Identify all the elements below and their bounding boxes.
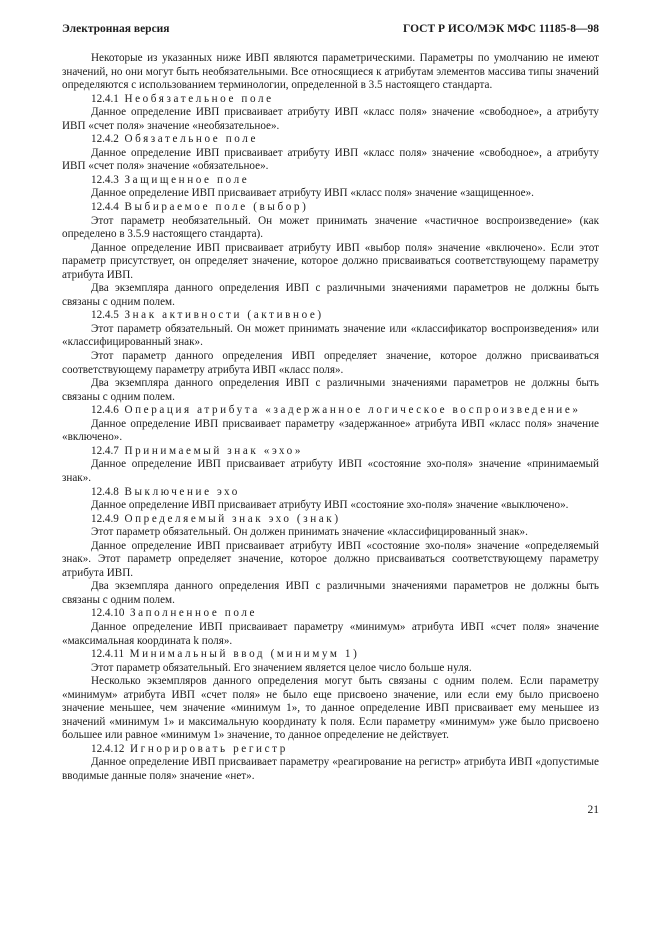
section-heading xyxy=(62,648,599,662)
section-heading xyxy=(62,607,599,621)
section-number: 12.4.9 xyxy=(91,512,119,525)
section-paragraph: Данное определение ИВП присваивает параметру «минимум» атрибута ИВП «счет поля» значение «максимальная координата k поля». xyxy=(62,620,599,647)
section-title: Знак активности (активное) xyxy=(124,309,324,322)
section-title: Определяемый знак эхо (знак) xyxy=(124,512,341,525)
section-paragraph: Данное определение ИВП присваивает атрибуту ИВП «класс поля» значение «свободное», а атрибуту ИВП «счет поля» значение «обязательное». xyxy=(62,146,599,173)
section-paragraph: Этот параметр обязательный. Он должен принимать значение «классифицированный знак». xyxy=(91,526,528,539)
document-body xyxy=(62,52,599,784)
section-number: 12.4.6 xyxy=(91,404,119,417)
section-number: 12.4.4 xyxy=(91,201,119,214)
section-number: 12.4.12 xyxy=(91,742,125,755)
section-paragraph: Данное определение ИВП присваивает атрибуту ИВП «выбор поля» значение «включено». Если этот параметр присутствует, он определяет значение, которое должно присваиваться соответствующему параметру атрибута ИВП. xyxy=(62,241,599,281)
section-title: Заполненное поле xyxy=(130,607,258,620)
section-heading xyxy=(62,743,599,757)
section-heading xyxy=(62,445,599,459)
section-paragraph: Этот параметр обязательный. Он может принимать значение или «классификатор воспроизведения» или «классифицированный знак». xyxy=(62,322,599,349)
section-title: Операция атрибута «задержанное логическое воспроизведение» xyxy=(124,404,581,417)
section-heading xyxy=(62,174,599,188)
section-paragraph: Этот параметр необязательный. Он может принимать значение «частичное воспроизведение» (как определено в 3.5.9 настоящего стандарта). xyxy=(62,214,599,241)
section-title: Принимаемый знак «эхо» xyxy=(124,444,303,457)
section-title: Минимальный ввод (минимум 1) xyxy=(129,648,360,661)
section-paragraph: Этот параметр данного определения ИВП определяет значение, которое должно присваиваться соответствующему параметру атрибута ИВП «класс поля». xyxy=(62,350,599,376)
section-number: 12.4.11 xyxy=(91,648,125,661)
section-title: Выключение эхо xyxy=(124,485,240,498)
section-paragraph: Данное определение ИВП присваивает атрибуту ИВП «класс поля» значение «защищенное». xyxy=(91,187,534,200)
section-title: Обязательное поле xyxy=(124,133,258,146)
section-number: 12.4.1 xyxy=(91,92,119,105)
section-paragraph: Данное определение ИВП присваивает параметру «задержанное» атрибута ИВП «класс поля» значение «включено». xyxy=(62,417,599,444)
section-number: 12.4.5 xyxy=(91,309,119,322)
section-paragraph: Этот параметр обязательный. Его значением является целое число больше нуля. xyxy=(91,661,472,674)
section-number: 12.4.10 xyxy=(91,607,125,620)
section-heading xyxy=(62,93,599,107)
section-number: 12.4.7 xyxy=(91,444,119,457)
section-number: 12.4.3 xyxy=(91,173,119,186)
section-paragraph: Данное определение ИВП присваивает атрибуту ИВП «класс поля» значение «свободное», а атрибуту ИВП «счет поля» значение «необязательное». xyxy=(62,106,599,132)
section-heading xyxy=(62,404,599,418)
section-title: Защищенное поле xyxy=(124,173,250,186)
section-heading xyxy=(62,133,599,147)
section-heading xyxy=(62,309,599,323)
section-heading xyxy=(62,486,599,500)
section-title: Игнорировать регистр xyxy=(130,742,288,755)
section-paragraph: Данное определение ИВП присваивает атрибуту ИВП «состояние эхо-поля» значение «выключено». xyxy=(91,499,569,512)
section-heading xyxy=(62,201,599,215)
section-paragraph: Несколько экземпляров данного определения могут быть связаны с одним полем. Если параметру «минимум» атрибута ИВП «счет поля» не было еще присвоено значение, или если ему было присвоено значение меньшее, чем значение «минимум 1», то данное определение ИВП присваивает ему меньшее из значений «минимум 1» и максимальную координату k поля. Если параметру «минимум» уже было присвоено большее или равное «минимум 1» значение, то данное определение не действует. xyxy=(62,675,599,742)
intro-paragraph: Некоторые из указанных ниже ИВП являются параметрическими. Параметры по умолчанию не имеют значений, но они могут быть необязательными. Все относящиеся к атрибутам элементов массива типы значений определяются с использованием терминологии, определенной в 3.5 настоящего стандарта. xyxy=(62,52,599,92)
section-paragraph: Данное определение ИВП присваивает атрибуту ИВП «состояние эхо-поля» значение «определяемый знак». Этот параметр определяет значение, которое должно присваиваться соответствующему параметру атрибута ИВП. xyxy=(62,539,599,579)
section-paragraph: Два экземпляра данного определения ИВП с различными значениями параметров не должны быть связаны с одним полем. xyxy=(62,580,599,606)
section-paragraph: Два экземпляра данного определения ИВП с различными значениями параметров не должны быть связаны с одним полем. xyxy=(62,282,599,308)
section-number: 12.4.2 xyxy=(91,133,119,146)
section-title: Выбираемое поле (выбор) xyxy=(124,201,309,214)
page-number: 21 xyxy=(587,804,599,816)
section-paragraph: Два экземпляра данного определения ИВП с различными значениями параметров не должны быть связаны с одним полем. xyxy=(62,377,599,403)
section-heading xyxy=(62,513,599,527)
header-edition-label: Электронная версия xyxy=(62,23,170,35)
header-standard-code: ГОСТ Р ИСО/МЭК МФС 11185-8—98 xyxy=(403,23,599,35)
section-paragraph: Данное определение ИВП присваивает атрибуту ИВП «состояние эхо-поля» значение «принимаемый знак». xyxy=(62,458,599,484)
section-paragraph: Данное определение ИВП присваивает параметру «реагирование на регистр» атрибута ИВП «допустимые вводимые данные поля» значение «нет». xyxy=(62,756,599,782)
section-title: Необязательное поле xyxy=(124,92,274,105)
section-list xyxy=(62,93,599,784)
section-number: 12.4.8 xyxy=(91,485,119,498)
